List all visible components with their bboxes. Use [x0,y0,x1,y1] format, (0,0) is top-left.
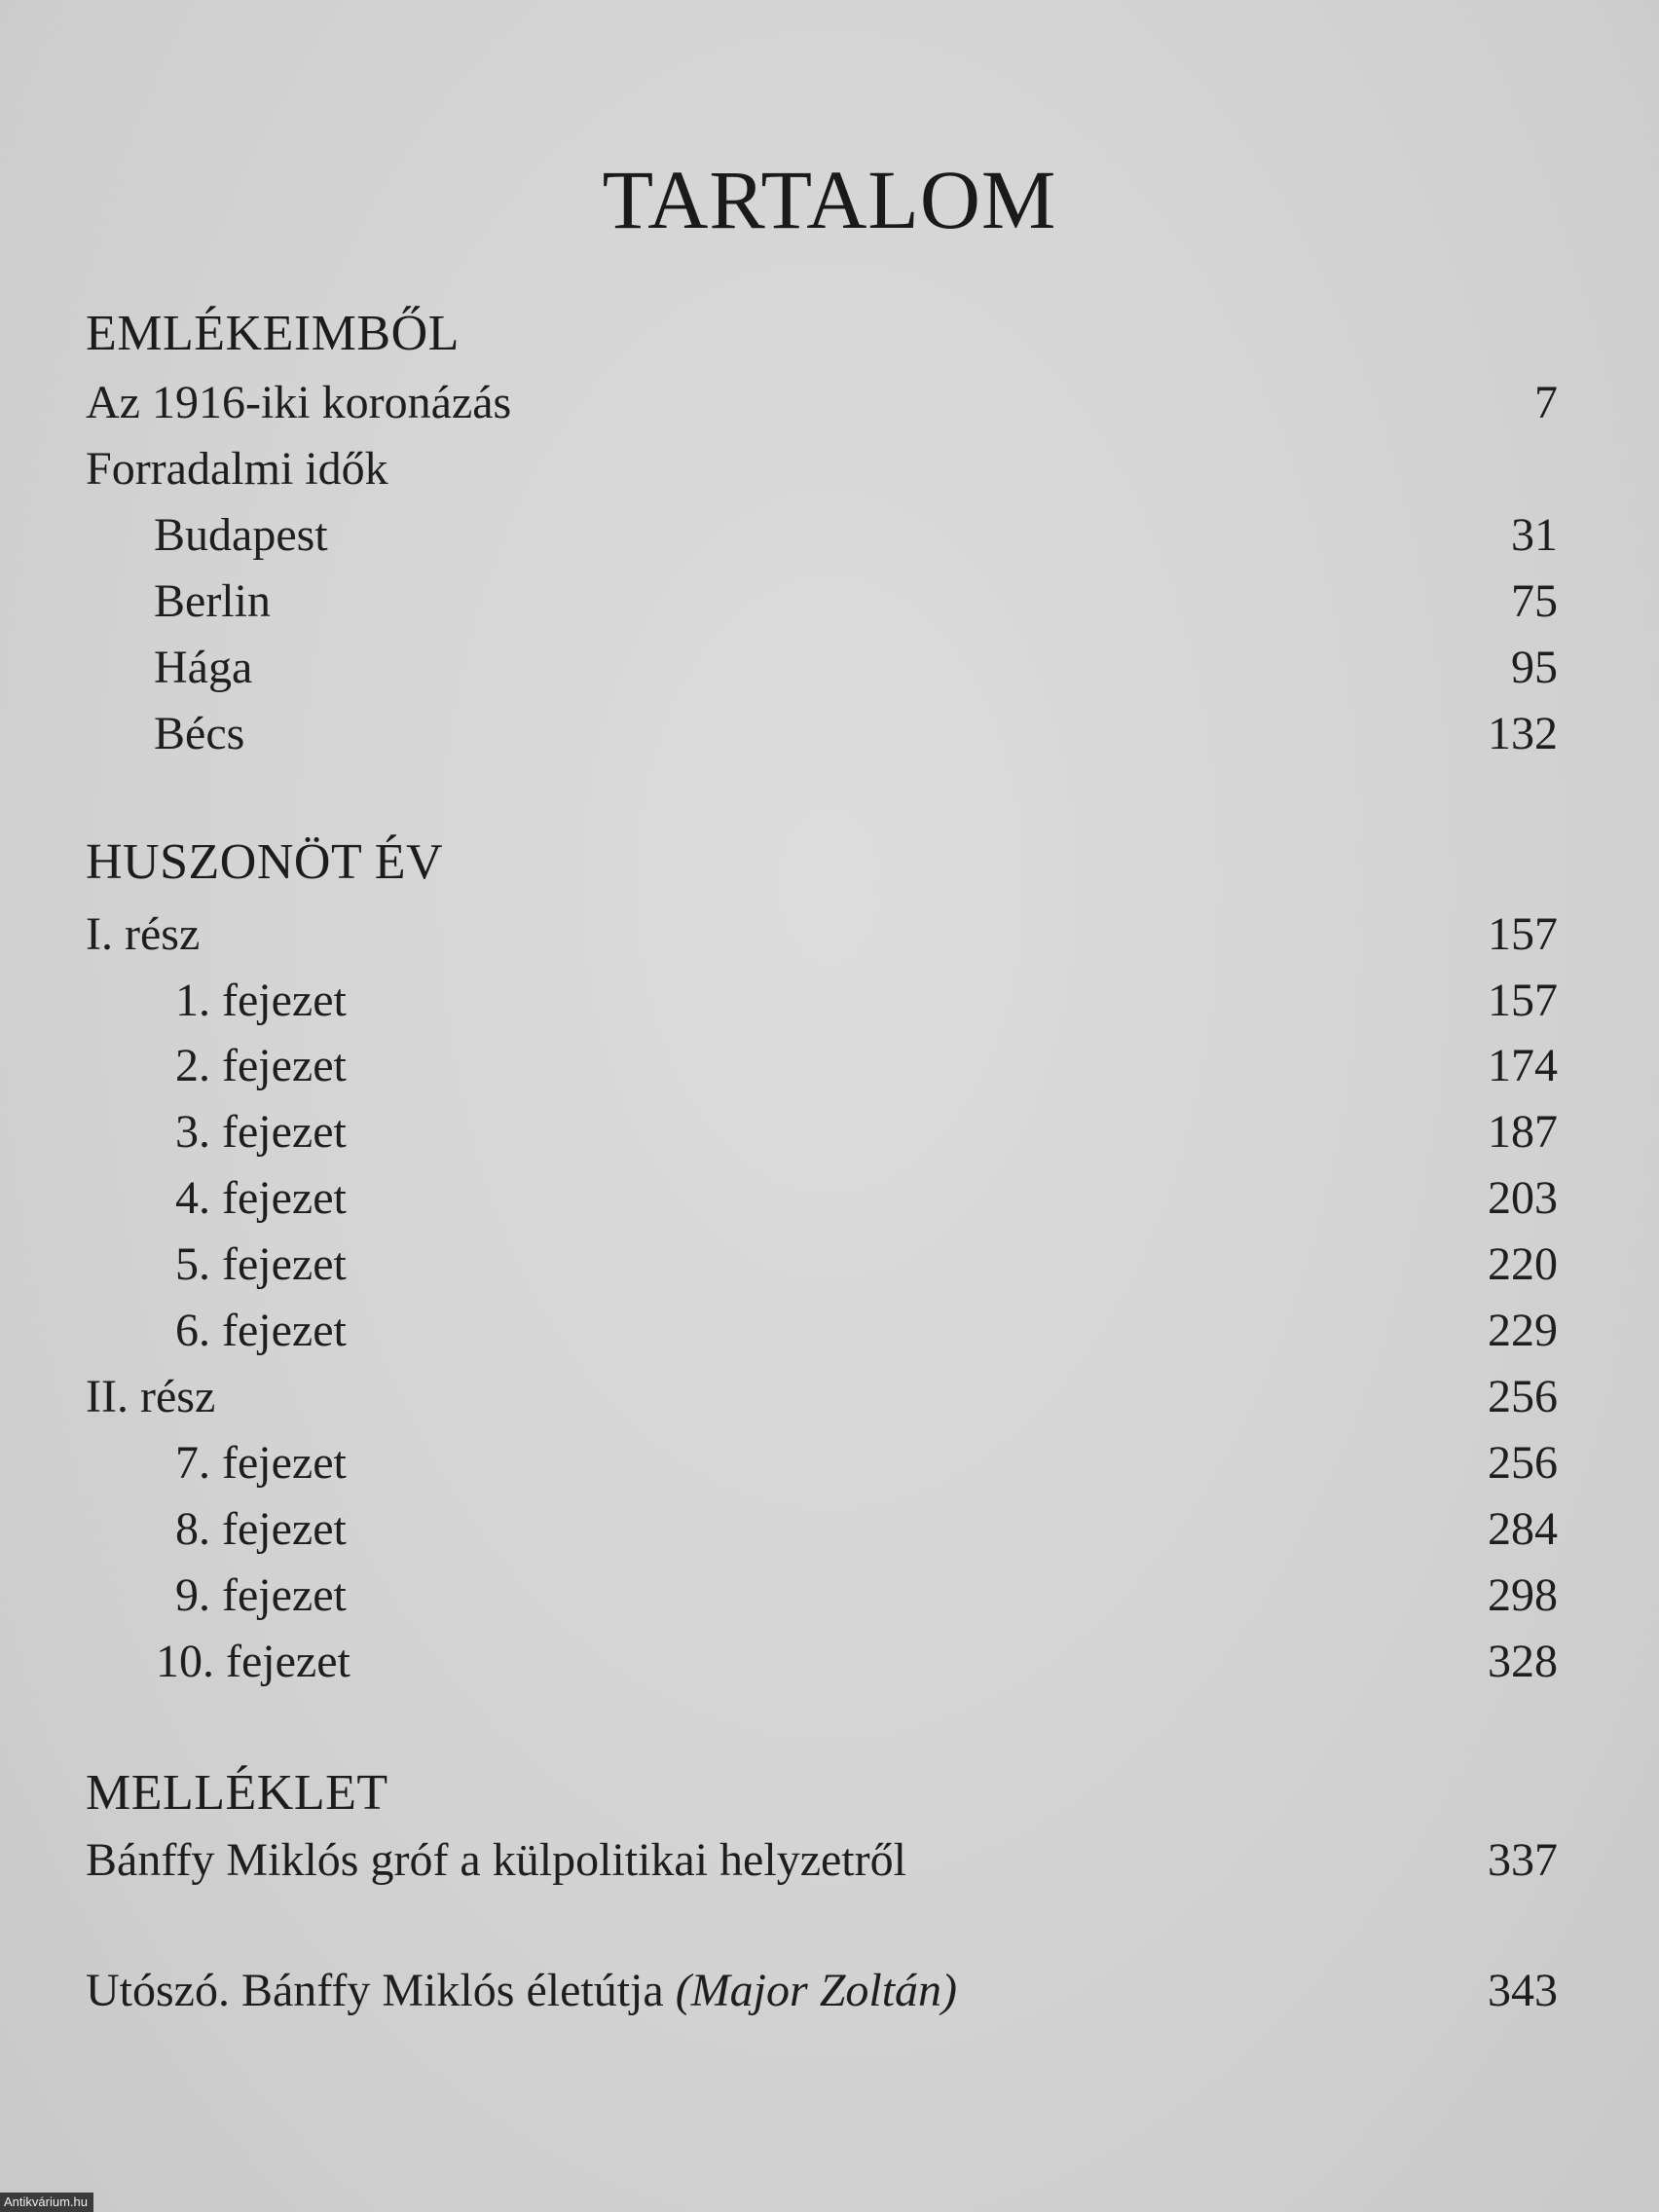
entry-label: 6. fejezet [175,1305,347,1356]
afterword-label [86,1964,957,2017]
toc-entry [0,974,1659,1034]
entry-page-number: 157 [1488,975,1558,1026]
entry-label: 10. fejezet [156,1636,350,1687]
section-heading-melleklet: MELLÉKLET [86,1765,388,1821]
toc-entry [0,1833,1659,1894]
entry-page-number: 284 [1488,1503,1558,1555]
entry-label: 7. fejezet [175,1437,347,1489]
entry-page-number: 75 [1511,575,1558,627]
toc-entry [0,1105,1659,1165]
watermark: Antikvárium.hu [0,2193,93,2212]
entry-label: 2. fejezet [175,1040,347,1091]
toc-entry [0,1304,1659,1364]
entry-page-number: 298 [1488,1569,1558,1621]
section-heading-huszonot-ev: HUSZONÖT ÉV [86,834,444,890]
afterword-title: Utószó. Bánffy Miklós életútja [86,1965,664,2016]
entry-page-number: 256 [1488,1371,1558,1422]
entry-page-number: 203 [1488,1172,1558,1224]
toc-entry [0,641,1659,701]
entry-label: Hága [154,642,253,693]
entry-page-number: 220 [1488,1238,1558,1290]
entry-page-number: 187 [1488,1106,1558,1158]
toc-entry [0,907,1659,968]
toc-entry [0,1502,1659,1563]
entry-page-number: 337 [1488,1834,1558,1886]
entry-label: 4. fejezet [175,1172,347,1224]
toc-entry [0,442,1659,502]
toc-entry [0,1635,1659,1695]
page-title: TARTALOM [602,153,1057,246]
entry-label: 3. fejezet [175,1106,347,1158]
afterword-author: (Major Zoltán) [675,1965,958,2016]
entry-label: Bécs [154,708,245,759]
entry-label: Bánffy Miklós gróf a külpolitikai helyzetről [86,1834,906,1886]
toc-entry [0,508,1659,569]
toc-entry [0,1237,1659,1298]
toc-entry [0,707,1659,767]
entry-page-number: 7 [1534,377,1558,428]
entry-page-number: 229 [1488,1305,1558,1356]
toc-entry-afterword [0,1964,1659,2024]
toc-entry [0,376,1659,436]
entry-label: I. rész [86,908,201,960]
toc-entry [0,1436,1659,1496]
entry-page-number: 95 [1511,642,1558,693]
entry-label: 1. fejezet [175,975,347,1026]
entry-label: 8. fejezet [175,1503,347,1555]
entry-page-number: 256 [1488,1437,1558,1489]
section-heading-emlekeimbol: EMLÉKEIMBŐL [86,306,460,361]
entry-label: Az 1916-iki koronázás [86,377,512,428]
entry-page-number: 343 [1488,1965,1558,2016]
entry-page-number: 31 [1511,509,1558,561]
toc-entry [0,1171,1659,1232]
entry-page-number: 174 [1488,1040,1558,1091]
entry-label: Berlin [154,575,271,627]
entry-label: Forradalmi idők [86,443,388,495]
toc-entry [0,1568,1659,1629]
toc-entry [0,1370,1659,1430]
entry-label: Budapest [154,509,328,561]
toc-entry [0,574,1659,635]
entry-page-number: 157 [1488,908,1558,960]
entry-page-number: 132 [1488,708,1558,759]
entry-label: 9. fejezet [175,1569,347,1621]
toc-entry [0,1039,1659,1099]
entry-label: II. rész [86,1371,216,1422]
entry-label: 5. fejezet [175,1238,347,1290]
entry-page-number: 328 [1488,1636,1558,1687]
